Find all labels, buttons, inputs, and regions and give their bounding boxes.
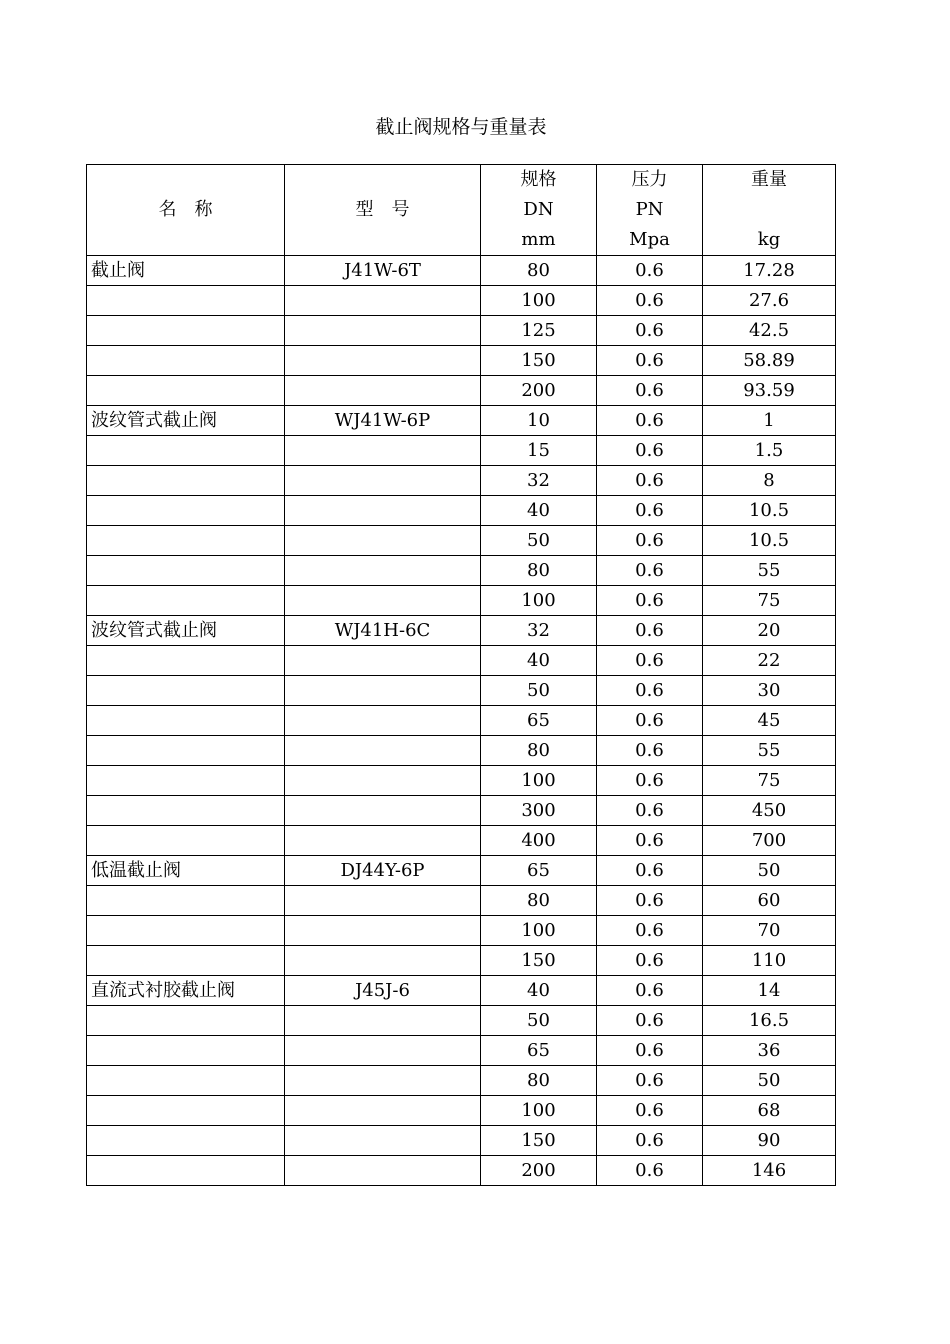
dn-cell: 40 <box>481 976 597 1006</box>
weight-cell: 60 <box>703 886 836 916</box>
dn-cell: 80 <box>481 736 597 766</box>
table-row <box>87 346 836 376</box>
valve-name-cell <box>87 796 285 826</box>
model-cell <box>285 376 481 406</box>
valve-name-cell <box>87 526 285 556</box>
model-cell <box>285 1036 481 1066</box>
table-row <box>87 946 836 976</box>
weight-cell: 42.5 <box>703 316 836 346</box>
dn-cell: 400 <box>481 826 597 856</box>
table-row <box>87 256 836 286</box>
model-cell <box>285 796 481 826</box>
valve-name-cell <box>87 676 285 706</box>
valve-name-cell <box>87 916 285 946</box>
model-cell: J45J-6 <box>285 976 481 1006</box>
pn-cell: 0.6 <box>597 1126 703 1156</box>
dn-cell: 100 <box>481 1096 597 1126</box>
table-row <box>87 526 836 556</box>
table-body <box>87 165 836 1186</box>
dn-cell: 125 <box>481 316 597 346</box>
valve-name-cell: 低温截止阀 <box>87 856 285 886</box>
dn-cell: 65 <box>481 1036 597 1066</box>
table-row <box>87 286 836 316</box>
pn-cell: 0.6 <box>597 796 703 826</box>
table-row <box>87 886 836 916</box>
table-row <box>87 916 836 946</box>
valve-name-cell <box>87 316 285 346</box>
weight-cell: 55 <box>703 556 836 586</box>
weight-cell: 22 <box>703 646 836 676</box>
model-cell <box>285 436 481 466</box>
header-weight-symbol <box>703 195 835 225</box>
valve-name-cell <box>87 466 285 496</box>
table-row <box>87 676 836 706</box>
table-row <box>87 706 836 736</box>
dn-cell: 40 <box>481 496 597 526</box>
valve-name-cell <box>87 556 285 586</box>
dn-cell: 80 <box>481 1066 597 1096</box>
dn-cell: 65 <box>481 706 597 736</box>
table-row <box>87 646 836 676</box>
model-cell <box>285 1006 481 1036</box>
header-weight-label: 重量 <box>751 169 787 190</box>
weight-cell: 16.5 <box>703 1006 836 1036</box>
weight-cell: 110 <box>703 946 836 976</box>
valve-name-cell: 波纹管式截止阀 <box>87 616 285 646</box>
pn-cell: 0.6 <box>597 406 703 436</box>
valve-name-cell: 截止阀 <box>87 256 285 286</box>
weight-cell: 146 <box>703 1156 836 1186</box>
weight-cell: 50 <box>703 856 836 886</box>
model-cell <box>285 1126 481 1156</box>
valve-name-cell <box>87 1036 285 1066</box>
valve-name-cell <box>87 586 285 616</box>
pn-cell: 0.6 <box>597 286 703 316</box>
model-cell <box>285 706 481 736</box>
valve-name-cell <box>87 1066 285 1096</box>
model-cell <box>285 556 481 586</box>
pn-cell: 0.6 <box>597 616 703 646</box>
model-cell <box>285 886 481 916</box>
weight-cell: 75 <box>703 586 836 616</box>
weight-cell: 450 <box>703 796 836 826</box>
model-cell <box>285 526 481 556</box>
pn-cell: 0.6 <box>597 826 703 856</box>
weight-cell: 50 <box>703 1066 836 1096</box>
valve-name-cell <box>87 1126 285 1156</box>
pn-cell: 0.6 <box>597 556 703 586</box>
header-name: 名 称 <box>87 165 285 256</box>
pn-cell: 0.6 <box>597 766 703 796</box>
table-row <box>87 586 836 616</box>
model-cell <box>285 766 481 796</box>
header-weight <box>703 165 836 256</box>
dn-cell: 200 <box>481 1156 597 1186</box>
pn-cell: 0.6 <box>597 496 703 526</box>
weight-cell: 70 <box>703 916 836 946</box>
dn-cell: 40 <box>481 646 597 676</box>
pn-cell: 0.6 <box>597 1006 703 1036</box>
weight-cell: 55 <box>703 736 836 766</box>
pn-cell: 0.6 <box>597 1156 703 1186</box>
dn-cell: 150 <box>481 1126 597 1156</box>
valve-name-cell <box>87 886 285 916</box>
table-row <box>87 376 836 406</box>
dn-cell: 50 <box>481 676 597 706</box>
dn-cell: 80 <box>481 556 597 586</box>
header-row <box>87 165 836 256</box>
valve-name-cell <box>87 346 285 376</box>
header-pn-label: 压力 <box>631 169 668 190</box>
model-cell <box>285 1066 481 1096</box>
header-dn-unit: mm <box>521 229 556 250</box>
pn-cell: 0.6 <box>597 436 703 466</box>
model-cell <box>285 496 481 526</box>
table-row <box>87 1096 836 1126</box>
dn-cell: 10 <box>481 406 597 436</box>
valve-name-cell <box>87 496 285 526</box>
header-pn <box>597 165 703 256</box>
dn-cell: 65 <box>481 856 597 886</box>
valve-name-cell <box>87 706 285 736</box>
valve-name-cell <box>87 436 285 466</box>
dn-cell: 80 <box>481 256 597 286</box>
pn-cell: 0.6 <box>597 376 703 406</box>
table-row <box>87 1126 836 1156</box>
weight-cell: 58.89 <box>703 346 836 376</box>
model-cell <box>285 946 481 976</box>
table-row <box>87 1036 836 1066</box>
valve-name-cell <box>87 376 285 406</box>
valve-name-cell <box>87 646 285 676</box>
model-cell: WJ41W-6P <box>285 406 481 436</box>
header-dn-label: 规格 <box>520 169 557 190</box>
model-cell <box>285 586 481 616</box>
model-cell <box>285 286 481 316</box>
table-row <box>87 736 836 766</box>
header-pn-symbol: PN <box>635 199 664 220</box>
header-pn-unit: Mpa <box>629 229 670 250</box>
dn-cell: 150 <box>481 346 597 376</box>
pn-cell: 0.6 <box>597 346 703 376</box>
pn-cell: 0.6 <box>597 1066 703 1096</box>
valve-name-cell <box>87 946 285 976</box>
table-row <box>87 436 836 466</box>
model-cell <box>285 826 481 856</box>
pn-cell: 0.6 <box>597 316 703 346</box>
table-row <box>87 1066 836 1096</box>
weight-cell: 27.6 <box>703 286 836 316</box>
weight-cell: 10.5 <box>703 496 836 526</box>
table-row <box>87 976 836 1006</box>
dn-cell: 50 <box>481 1006 597 1036</box>
table-row <box>87 496 836 526</box>
model-cell: J41W-6T <box>285 256 481 286</box>
dn-cell: 50 <box>481 526 597 556</box>
model-cell <box>285 1096 481 1126</box>
valve-name-cell: 直流式衬胶截止阀 <box>87 976 285 1006</box>
weight-cell: 68 <box>703 1096 836 1126</box>
dn-cell: 300 <box>481 796 597 826</box>
dn-cell: 100 <box>481 286 597 316</box>
table-row <box>87 1006 836 1036</box>
table-row <box>87 796 836 826</box>
pn-cell: 0.6 <box>597 676 703 706</box>
valve-name-cell <box>87 826 285 856</box>
valve-name-cell <box>87 286 285 316</box>
pn-cell: 0.6 <box>597 466 703 496</box>
pn-cell: 0.6 <box>597 1096 703 1126</box>
pn-cell: 0.6 <box>597 886 703 916</box>
weight-cell: 93.59 <box>703 376 836 406</box>
table-row <box>87 316 836 346</box>
valve-name-cell <box>87 1156 285 1186</box>
table-row <box>87 826 836 856</box>
model-cell: DJ44Y-6P <box>285 856 481 886</box>
model-cell <box>285 916 481 946</box>
dn-cell: 100 <box>481 916 597 946</box>
weight-cell: 700 <box>703 826 836 856</box>
weight-cell: 90 <box>703 1126 836 1156</box>
weight-cell: 14 <box>703 976 836 1006</box>
pn-cell: 0.6 <box>597 526 703 556</box>
dn-cell: 15 <box>481 436 597 466</box>
dn-cell: 150 <box>481 946 597 976</box>
model-cell <box>285 346 481 376</box>
model-cell: WJ41H-6C <box>285 616 481 646</box>
weight-cell: 36 <box>703 1036 836 1066</box>
valve-name-cell <box>87 1006 285 1036</box>
pn-cell: 0.6 <box>597 256 703 286</box>
model-cell <box>285 646 481 676</box>
document-title: 截止阀规格与重量表 <box>375 116 547 138</box>
weight-cell: 30 <box>703 676 836 706</box>
table-row <box>87 766 836 796</box>
valve-name-cell <box>87 736 285 766</box>
weight-cell: 10.5 <box>703 526 836 556</box>
model-cell <box>285 736 481 766</box>
pn-cell: 0.6 <box>597 646 703 676</box>
model-cell <box>285 1156 481 1186</box>
weight-cell: 75 <box>703 766 836 796</box>
table-row <box>87 556 836 586</box>
valve-name-cell <box>87 1096 285 1126</box>
dn-cell: 200 <box>481 376 597 406</box>
dn-cell: 32 <box>481 466 597 496</box>
model-cell <box>285 466 481 496</box>
table-row <box>87 1156 836 1186</box>
dn-cell: 80 <box>481 886 597 916</box>
pn-cell: 0.6 <box>597 946 703 976</box>
weight-cell: 20 <box>703 616 836 646</box>
header-model: 型 号 <box>285 165 481 256</box>
weight-cell: 1.5 <box>703 436 836 466</box>
table-row <box>87 466 836 496</box>
dn-cell: 100 <box>481 586 597 616</box>
spec-weight-table <box>86 164 836 1186</box>
pn-cell: 0.6 <box>597 586 703 616</box>
pn-cell: 0.6 <box>597 1036 703 1066</box>
pn-cell: 0.6 <box>597 706 703 736</box>
pn-cell: 0.6 <box>597 736 703 766</box>
weight-cell: 8 <box>703 466 836 496</box>
dn-cell: 100 <box>481 766 597 796</box>
pn-cell: 0.6 <box>597 976 703 1006</box>
dn-cell: 32 <box>481 616 597 646</box>
weight-cell: 45 <box>703 706 836 736</box>
table-row <box>87 856 836 886</box>
header-weight-unit: kg <box>757 229 781 250</box>
header-dn-symbol: DN <box>523 199 554 220</box>
table-row <box>87 616 836 646</box>
valve-name-cell <box>87 766 285 796</box>
model-cell <box>285 316 481 346</box>
model-cell <box>285 676 481 706</box>
header-dn <box>481 165 597 256</box>
pn-cell: 0.6 <box>597 856 703 886</box>
weight-cell: 1 <box>703 406 836 436</box>
pn-cell: 0.6 <box>597 916 703 946</box>
weight-cell: 17.28 <box>703 256 836 286</box>
valve-name-cell: 波纹管式截止阀 <box>87 406 285 436</box>
table-row <box>87 406 836 436</box>
